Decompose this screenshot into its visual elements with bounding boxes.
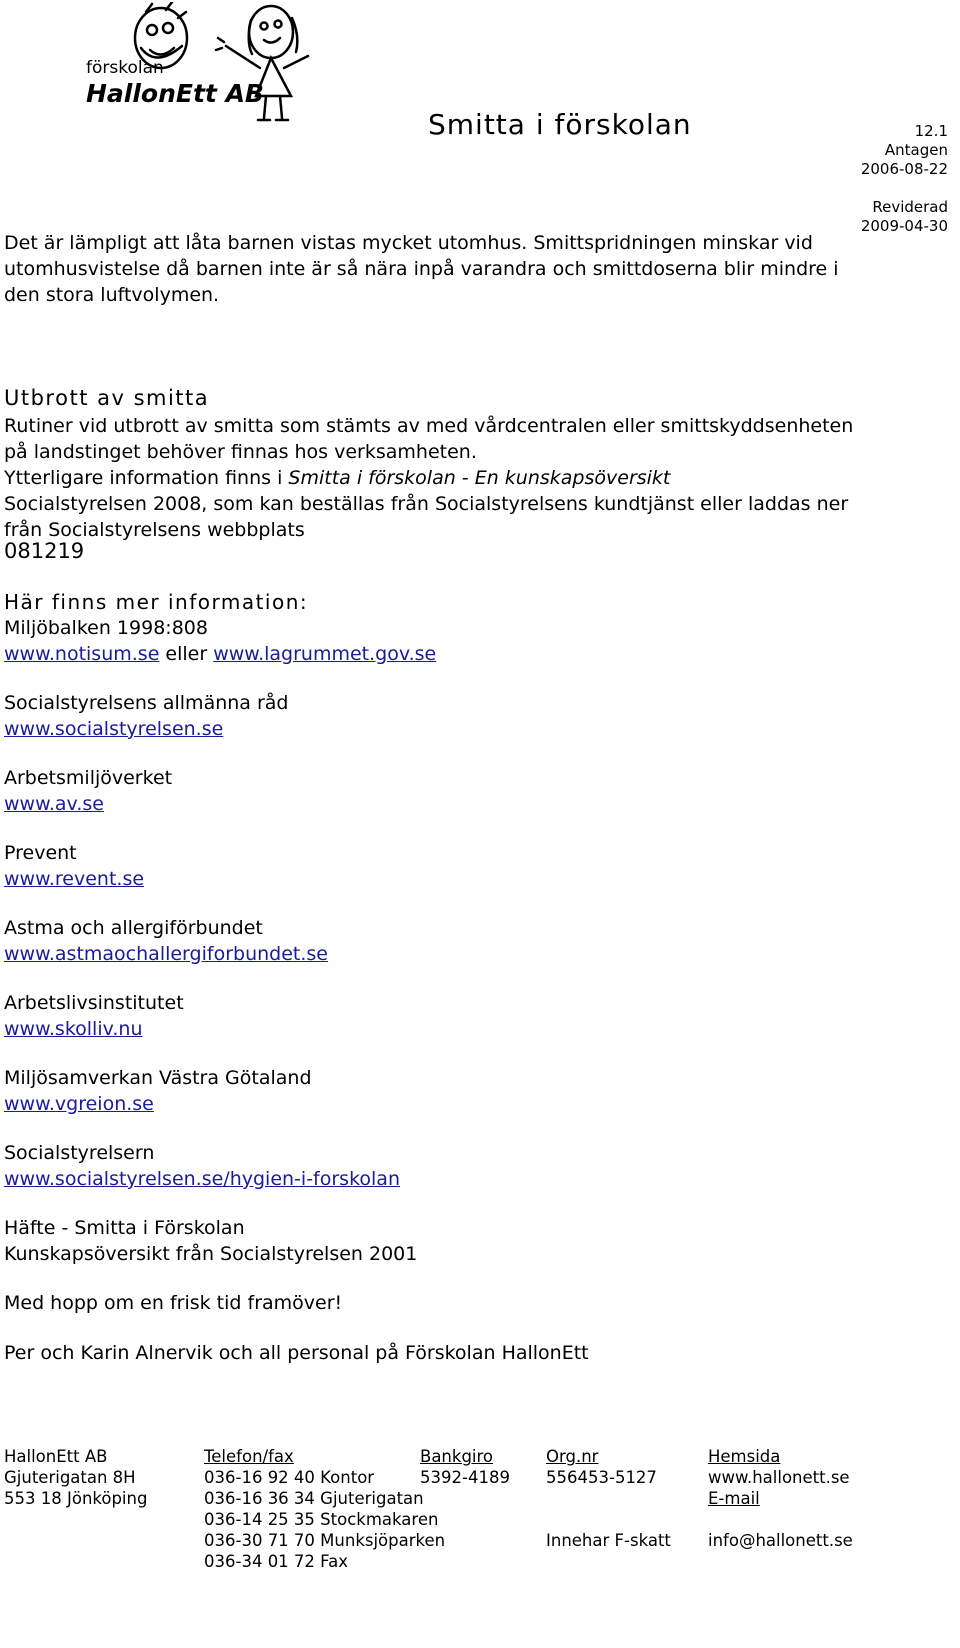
lagrummet-link[interactable]: www.lagrummet.gov.se xyxy=(213,643,437,665)
company-logo xyxy=(86,2,316,128)
document-number: 12.1 xyxy=(914,122,948,140)
footer-phone-label: Telefon/fax xyxy=(204,1447,294,1466)
eller-text: eller xyxy=(159,643,214,665)
footer-phone: 036-16 36 34 Gjuterigatan xyxy=(204,1489,424,1508)
resource-entry xyxy=(4,690,289,742)
logo-text-main: HallonEtt AB xyxy=(86,79,264,108)
info-section xyxy=(4,615,436,667)
closing-wish: Med hopp om en frisk tid framöver! xyxy=(4,1292,343,1314)
booklet-line: Kunskapsöversikt från Socialstyrelsen 2001 xyxy=(4,1243,418,1265)
resource-link[interactable]: www.skolliv.nu xyxy=(4,1018,143,1040)
resource-label: Arbetsmiljöverket xyxy=(4,767,173,789)
footer-phone: 036-14 25 35 Stockmakaren xyxy=(204,1510,439,1529)
resource-label: Arbetslivsinstitutet xyxy=(4,992,184,1014)
intro-line: Det är lämpligt att låta barnen vistas mycket utomhus. Smittspridningen minskar vid xyxy=(4,232,813,254)
logo-illustration xyxy=(86,2,316,128)
footer-email-label: E-mail xyxy=(708,1489,760,1508)
closing-signature: Per och Karin Alnervik och all personal på Förskolan HallonEtt xyxy=(4,1342,589,1364)
footer-phone: 036-16 92 40 Kontor xyxy=(204,1468,375,1487)
info-heading: Här finns mer information: xyxy=(4,590,309,614)
footer-phones xyxy=(204,1446,445,1572)
resource-link[interactable]: www.socialstyrelsen.se xyxy=(4,718,224,740)
resource-entry xyxy=(4,1140,400,1192)
revised-label: Reviderad xyxy=(872,198,948,216)
footer-email[interactable]: info@hallonett.se xyxy=(708,1531,853,1550)
resource-entry xyxy=(4,915,328,967)
intro-line: den stora luftvolymen. xyxy=(4,284,220,306)
outbreak-prefix: Ytterligare information finns i xyxy=(4,467,289,489)
footer-address xyxy=(4,1446,147,1509)
footer-phone: 036-34 01 72 Fax xyxy=(204,1552,349,1571)
outbreak-section xyxy=(4,413,853,543)
intro-line: utomhusvistelse då barnen inte är så nära inpå varandra och smittdoserna blir mindre i xyxy=(4,258,839,280)
footer-homepage-label: Hemsida xyxy=(708,1447,781,1466)
outbreak-line: Rutiner vid utbrott av smitta som stämts av med vårdcentralen eller smittskyddsenheten xyxy=(4,415,854,437)
resource-label: Astma och allergiförbundet xyxy=(4,917,263,939)
resource-entry xyxy=(4,1065,312,1117)
law-links xyxy=(4,641,436,667)
outbreak-line xyxy=(4,465,853,491)
footer-fskatt: Innehar F-skatt xyxy=(546,1531,671,1550)
footer-bankgiro-label: Bankgiro xyxy=(420,1447,494,1466)
booklet-line: Häfte - Smitta i Förskolan xyxy=(4,1217,245,1239)
resource-entry xyxy=(4,990,184,1042)
outbreak-line: Socialstyrelsen 2008, som kan beställas från Socialstyrelsens kundtjänst eller laddas ner xyxy=(4,493,849,515)
booklet-title: Smitta i förskolan - En kunskapsöversikt xyxy=(288,467,671,489)
intro-paragraph xyxy=(4,230,839,308)
page-title: Smitta i förskolan xyxy=(428,108,692,141)
resource-label: Miljösamverkan Västra Götaland xyxy=(4,1067,312,1089)
footer-web xyxy=(708,1446,850,1509)
resource-link[interactable]: www.av.se xyxy=(4,793,104,815)
date-code: 081219 xyxy=(4,539,85,563)
footer-bankgiro-value: 5392-4189 xyxy=(420,1468,510,1487)
logo-text-top: förskolan xyxy=(86,58,164,78)
footer-bankgiro xyxy=(420,1446,510,1488)
resource-label: Prevent xyxy=(4,842,77,864)
outbreak-heading: Utbrott av smitta xyxy=(4,386,210,410)
footer-company: HallonEtt AB xyxy=(4,1447,108,1466)
footer-street: Gjuterigatan 8H xyxy=(4,1468,136,1487)
footer-orgnr-value: 556453-5127 xyxy=(546,1468,657,1487)
outbreak-line: på landstinget behöver finnas hos verksamheten. xyxy=(4,441,477,463)
notisum-link[interactable]: www.notisum.se xyxy=(4,643,160,665)
footer-phone: 036-30 71 70 Munksjöparken xyxy=(204,1531,446,1550)
resource-link[interactable]: www.revent.se xyxy=(4,868,145,890)
footer-homepage[interactable]: www.hallonett.se xyxy=(708,1468,850,1487)
resource-entry xyxy=(4,765,172,817)
resource-entry xyxy=(4,840,144,892)
footer-orgnr xyxy=(546,1446,657,1488)
resource-label: Socialstyrelsern xyxy=(4,1142,155,1164)
adopted-label: Antagen xyxy=(884,141,948,159)
outbreak-line: från Socialstyrelsens webbplats xyxy=(4,519,305,541)
footer-city: 553 18 Jönköping xyxy=(4,1489,148,1508)
document-meta xyxy=(861,122,948,236)
resource-link[interactable]: www.socialstyrelsen.se/hygien-i-forskolan xyxy=(4,1168,400,1190)
revised-date: 2009-04-30 xyxy=(860,217,948,235)
law-reference: Miljöbalken 1998:808 xyxy=(4,617,208,639)
resource-link[interactable]: www.astmaochallergiforbundet.se xyxy=(4,943,328,965)
resource-link[interactable]: www.vgreion.se xyxy=(4,1093,154,1115)
booklet-reference xyxy=(4,1215,417,1267)
resource-label: Socialstyrelsens allmänna råd xyxy=(4,692,289,714)
footer-orgnr-label: Org.nr xyxy=(546,1447,599,1466)
adopted-date: 2006-08-22 xyxy=(860,160,948,178)
